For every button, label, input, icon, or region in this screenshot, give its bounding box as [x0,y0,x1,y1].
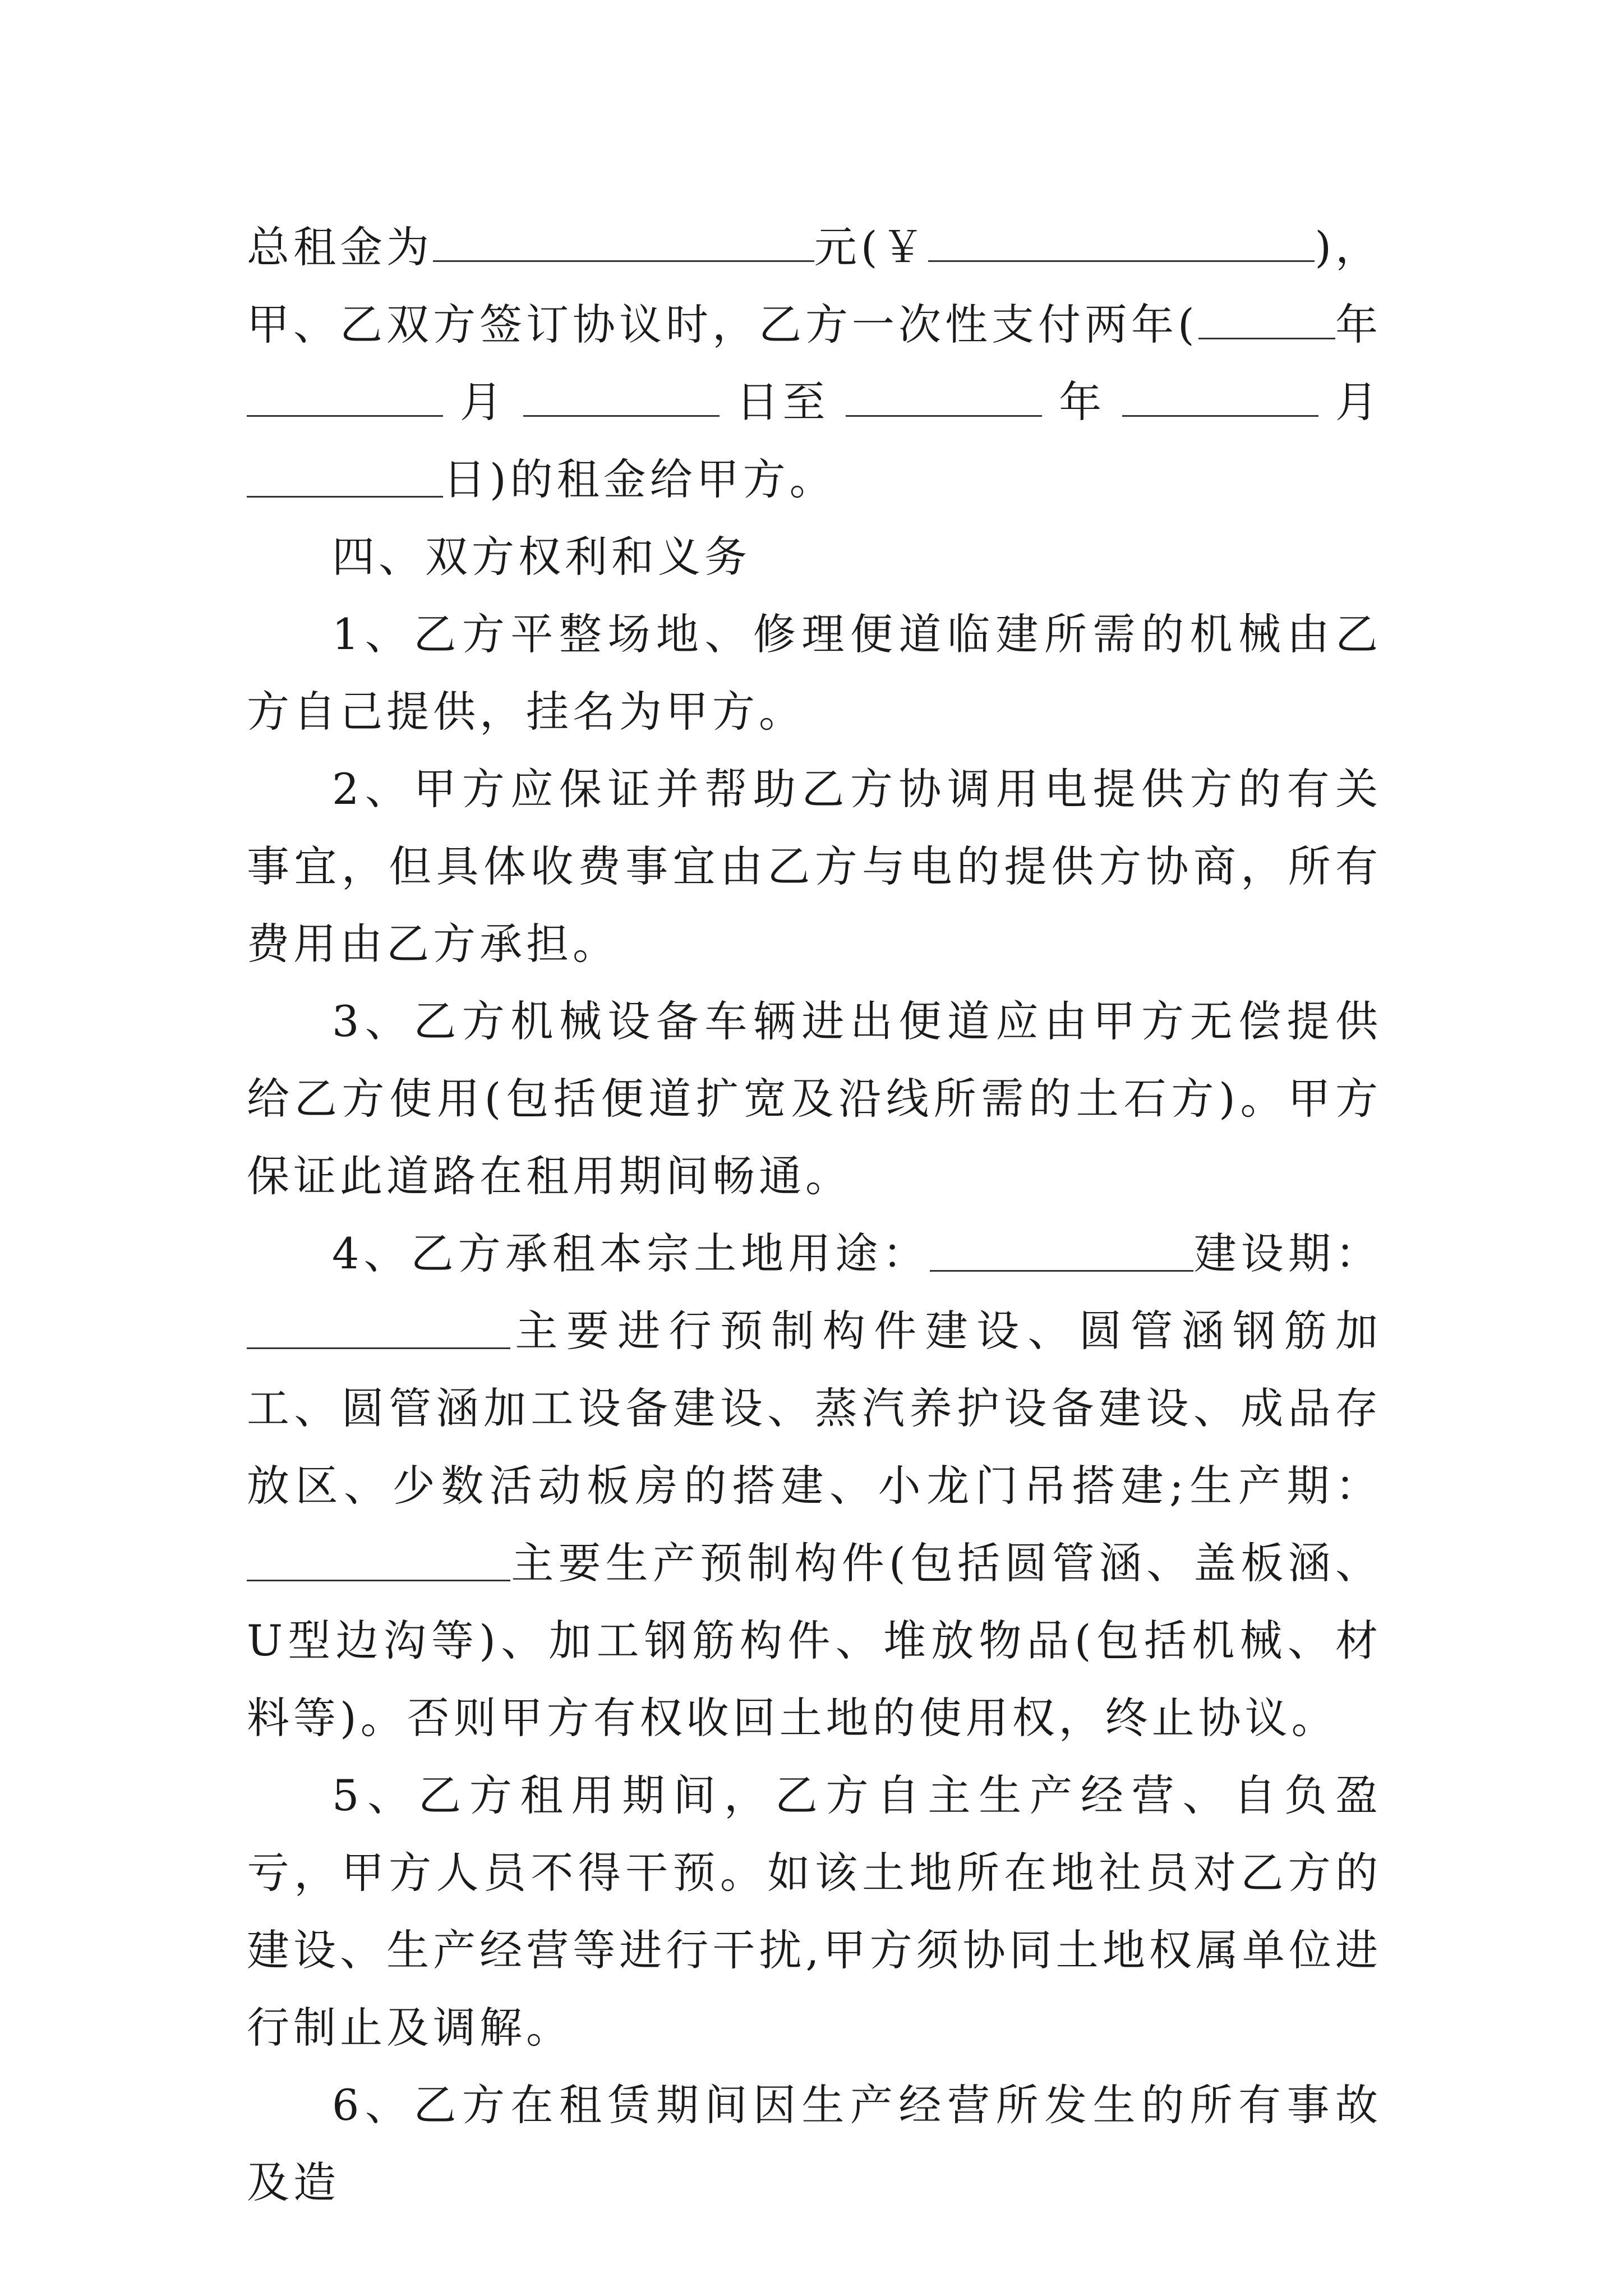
end-month-blank [1122,370,1318,417]
end-year-label: 年 [1059,377,1106,427]
production-period-blank [247,1535,510,1581]
rent-to-party-a-text: 日)的租金给甲方。 [443,454,836,504]
construction-period-label: 建设期： [1193,1228,1382,1278]
end-year-blank [846,370,1042,417]
clause-1: 1、乙方平整场地、修理便道临建所需的机械由乙方自己提供，挂名为甲方。 [247,609,1382,737]
clause-3: 3、乙方机械设备车辆进出便道应由甲方无偿提供给乙方使用(包括便道扩宽及沿线所需的土石方)。甲方保证此道路在租用期间畅通。 [247,996,1382,1201]
land-usage-blank [930,1225,1193,1272]
payment-terms-text: 甲、乙双方签订协议时，乙方一次性支付两年( [247,300,1198,349]
day-to-label: 日至 [736,377,829,427]
clause-4 [247,1215,1382,1757]
production-period-text: 主要生产预制构件(包括圆管涵、盖板涵、U型边沟等)、加工钢筋构件、堆放物品(包括机械、材料等)。否则甲方有权收回土地的使用权，终止协议。 [247,1538,1382,1743]
year-label: 年 [1335,300,1382,349]
document-body [247,209,1382,2221]
rent-amount-blank [433,215,814,262]
rent-line-1 [247,209,1382,286]
start-year-blank [1198,293,1335,339]
start-day-blank [523,370,720,417]
rent-total-label: 总租金为 [247,222,433,272]
clause-4-usage-label: 4、乙方承租本宗土地用途： [332,1228,930,1278]
construction-period-text: 主要进行预制构件建设、圆管涵钢筋加工、圆管涵加工设备建设、蒸汽养护设备建设、成品存放区、少数活动板房的搭建、小龙门吊搭建;生产期： [247,1306,1382,1511]
clause-6: 6、乙方在租赁期间因生产经营所发生的所有事故及造 [247,2080,1382,2207]
construction-period-blank [247,1303,510,1349]
rent-close-paren: )， [1315,222,1382,272]
clause-5: 5、乙方租用期间，乙方自主生产经营、自负盈亏，甲方人员不得干预。如该土地所在地社员对乙方的建设、生产经营等进行干扰,甲方须协同土地权属单位进行制止及调解。 [247,1770,1382,2053]
clause-2: 2、甲方应保证并帮助乙方协调用电提供方的有关事宜，但具体收费事宜由乙方与电的提供方协商，所有费用由乙方承担。 [247,764,1382,969]
rent-paragraph [247,209,1382,518]
rent-line-2 [247,286,1382,364]
section-title: 四、双方权利和义务 [332,532,751,582]
rent-amount-figure-blank [928,215,1315,262]
end-day-blank [247,451,443,498]
rent-yuan-label: 元(￥ [814,222,928,272]
start-month-blank [247,370,443,417]
month-label: 月 [459,377,506,427]
end-month-label: 月 [1335,377,1382,427]
rent-line-3 [247,364,1382,441]
rent-line-4 [247,441,1382,518]
